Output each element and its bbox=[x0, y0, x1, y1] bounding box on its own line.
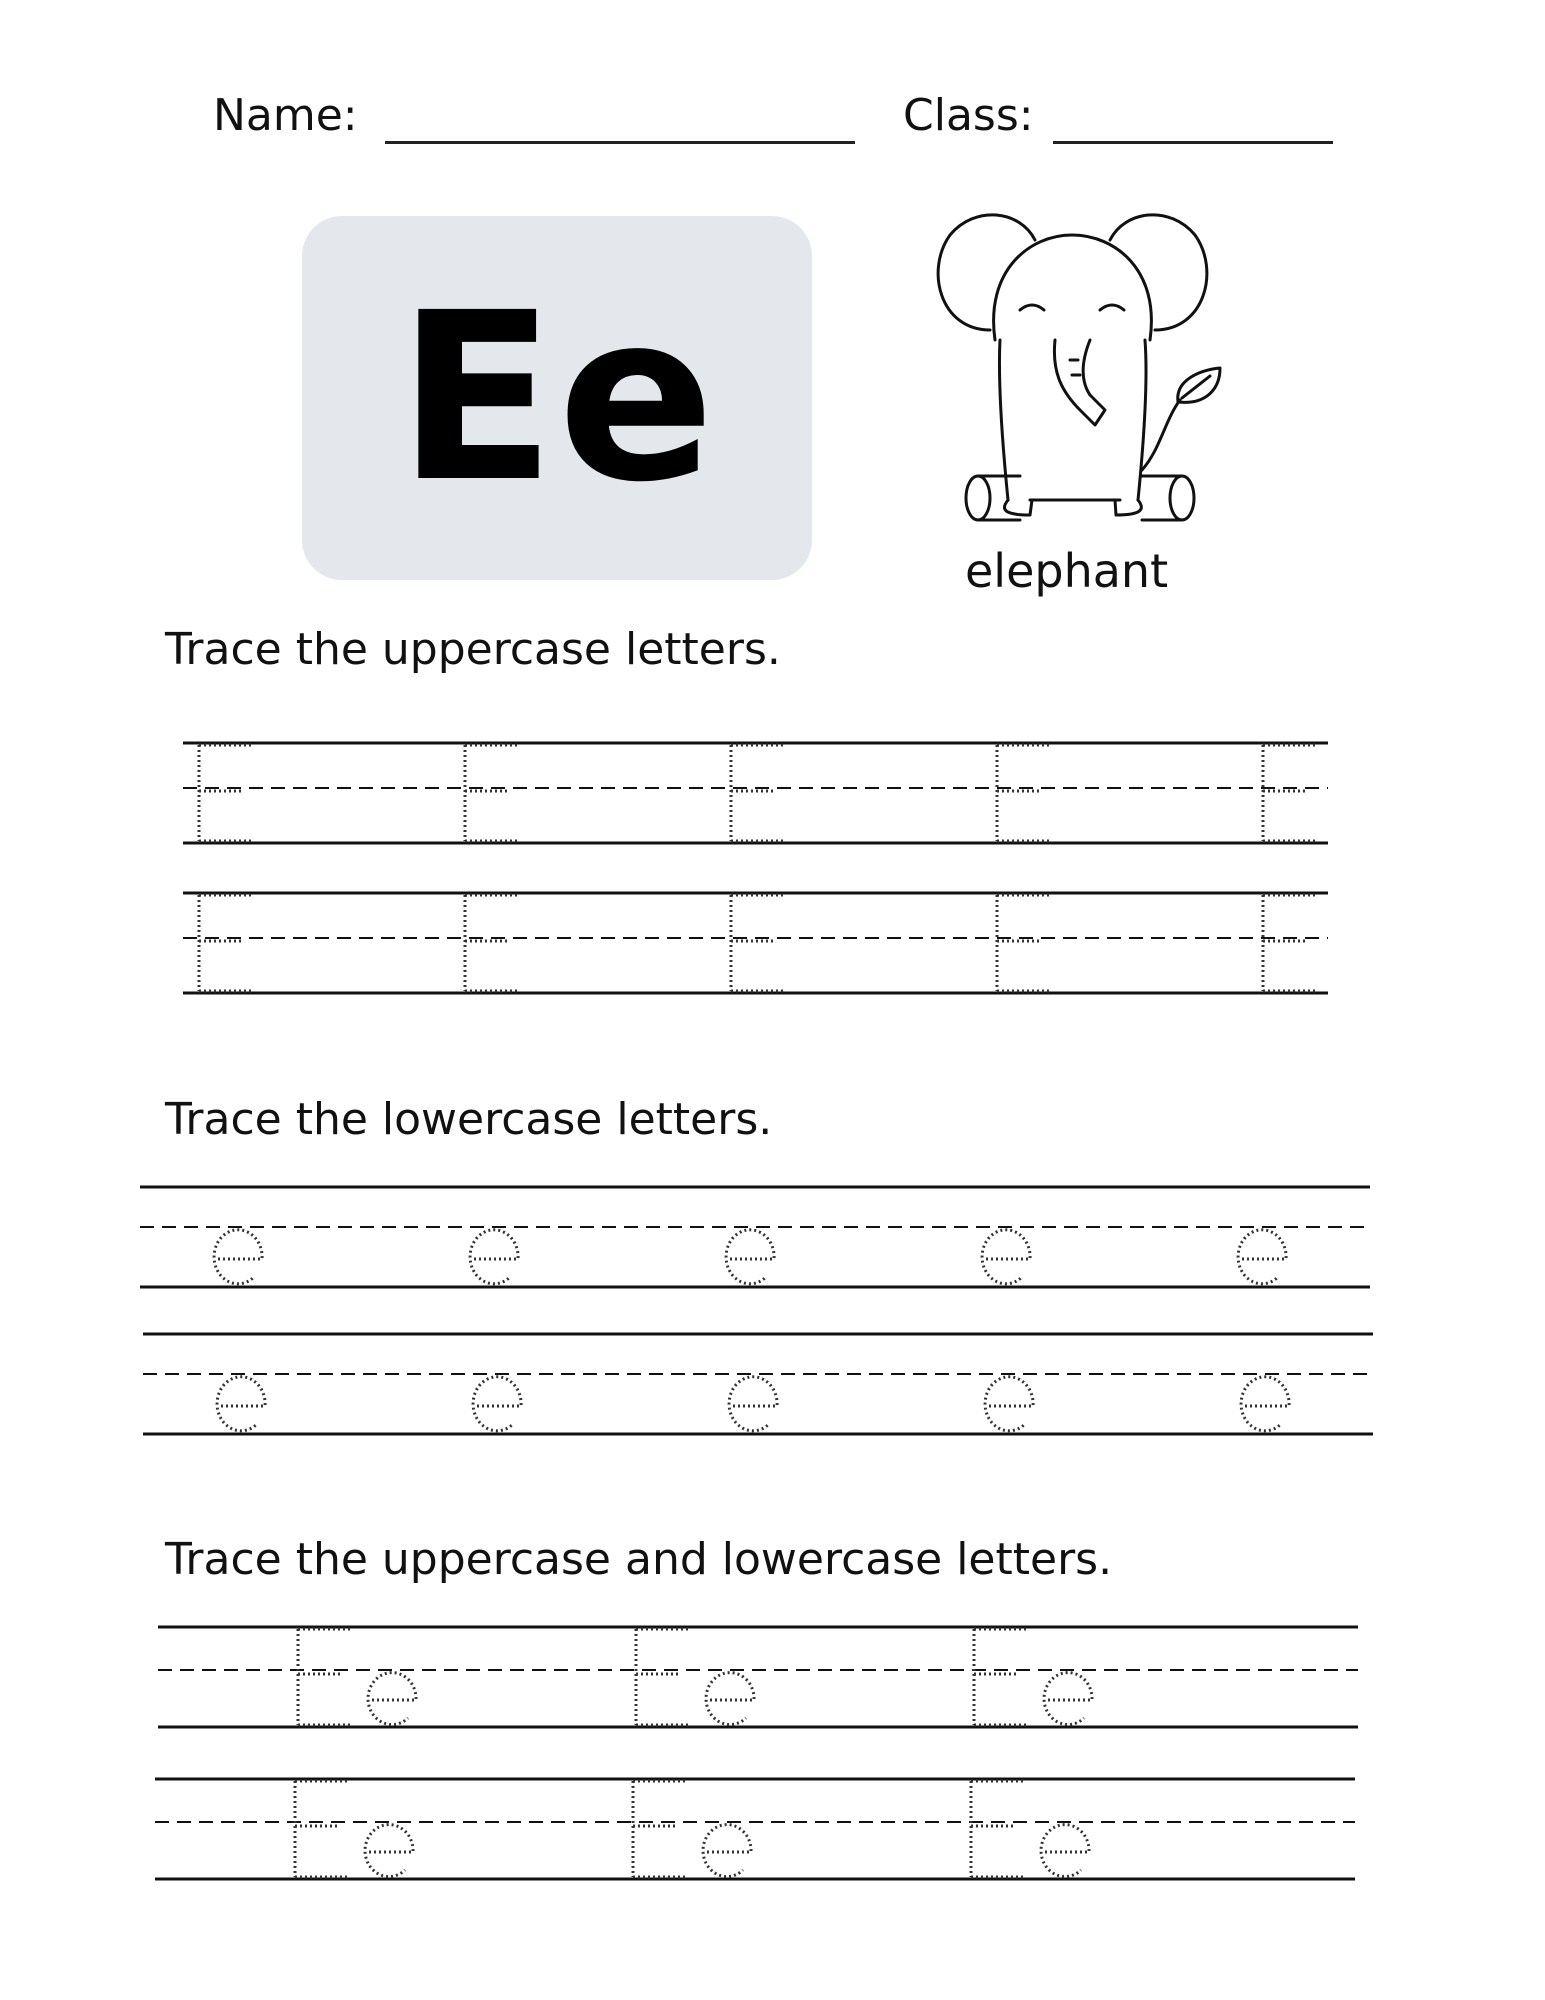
name-label: Name: bbox=[213, 90, 358, 141]
trace-letter-E bbox=[295, 1781, 349, 1877]
class-label: Class: bbox=[903, 90, 1034, 141]
uppercase-tracing-row-2[interactable] bbox=[183, 883, 1343, 993]
instruction-uppercase: Trace the uppercase letters. bbox=[165, 624, 781, 675]
trace-letter-e bbox=[368, 1673, 416, 1725]
instruction-lowercase: Trace the lowercase letters. bbox=[165, 1094, 773, 1145]
trace-letter-E bbox=[465, 895, 519, 991]
trace-letter-e bbox=[726, 1230, 774, 1284]
mixed-tracing-row-1[interactable] bbox=[158, 1622, 1368, 1732]
trace-letter-e bbox=[1044, 1673, 1092, 1725]
trace-letter-e bbox=[706, 1673, 754, 1725]
class-blank[interactable] bbox=[1053, 141, 1333, 144]
trace-letter-E bbox=[636, 1629, 690, 1725]
trace-letter-e bbox=[473, 1377, 521, 1431]
trace-letter-E bbox=[1263, 895, 1317, 991]
trace-letter-E bbox=[1263, 745, 1317, 841]
trace-letter-E bbox=[465, 745, 519, 841]
instruction-both: Trace the uppercase and lowercase letters. bbox=[165, 1534, 1113, 1585]
trace-letter-e bbox=[214, 1230, 262, 1284]
trace-letter-E bbox=[997, 745, 1051, 841]
trace-letter-E bbox=[974, 1629, 1028, 1725]
featured-word: elephant bbox=[965, 544, 1169, 598]
trace-letter-E bbox=[633, 1781, 687, 1877]
uppercase-tracing-row-1[interactable] bbox=[183, 733, 1343, 843]
trace-letter-e bbox=[1241, 1377, 1289, 1431]
trace-letter-E bbox=[298, 1629, 352, 1725]
trace-letter-E bbox=[199, 895, 253, 991]
trace-letter-e bbox=[985, 1377, 1033, 1431]
trace-letter-e bbox=[470, 1230, 518, 1284]
name-blank[interactable] bbox=[385, 141, 855, 144]
featured-letters: Ee bbox=[397, 263, 717, 533]
trace-letter-e bbox=[703, 1825, 751, 1877]
trace-letter-e bbox=[729, 1377, 777, 1431]
trace-letter-E bbox=[971, 1781, 1025, 1877]
trace-letter-e bbox=[1238, 1230, 1286, 1284]
trace-letter-e bbox=[982, 1230, 1030, 1284]
trace-letter-E bbox=[199, 745, 253, 841]
lowercase-tracing-row-1[interactable] bbox=[140, 1182, 1380, 1292]
trace-letter-E bbox=[731, 895, 785, 991]
featured-letter-card bbox=[302, 216, 812, 580]
trace-letter-e bbox=[365, 1825, 413, 1877]
trace-letter-E bbox=[731, 745, 785, 841]
trace-letter-e bbox=[1041, 1825, 1089, 1877]
trace-letter-E bbox=[997, 895, 1051, 991]
trace-letter-e bbox=[217, 1377, 265, 1431]
elephant-icon bbox=[920, 210, 1250, 540]
lowercase-tracing-row-2[interactable] bbox=[143, 1329, 1383, 1439]
mixed-tracing-row-2[interactable] bbox=[155, 1774, 1365, 1884]
